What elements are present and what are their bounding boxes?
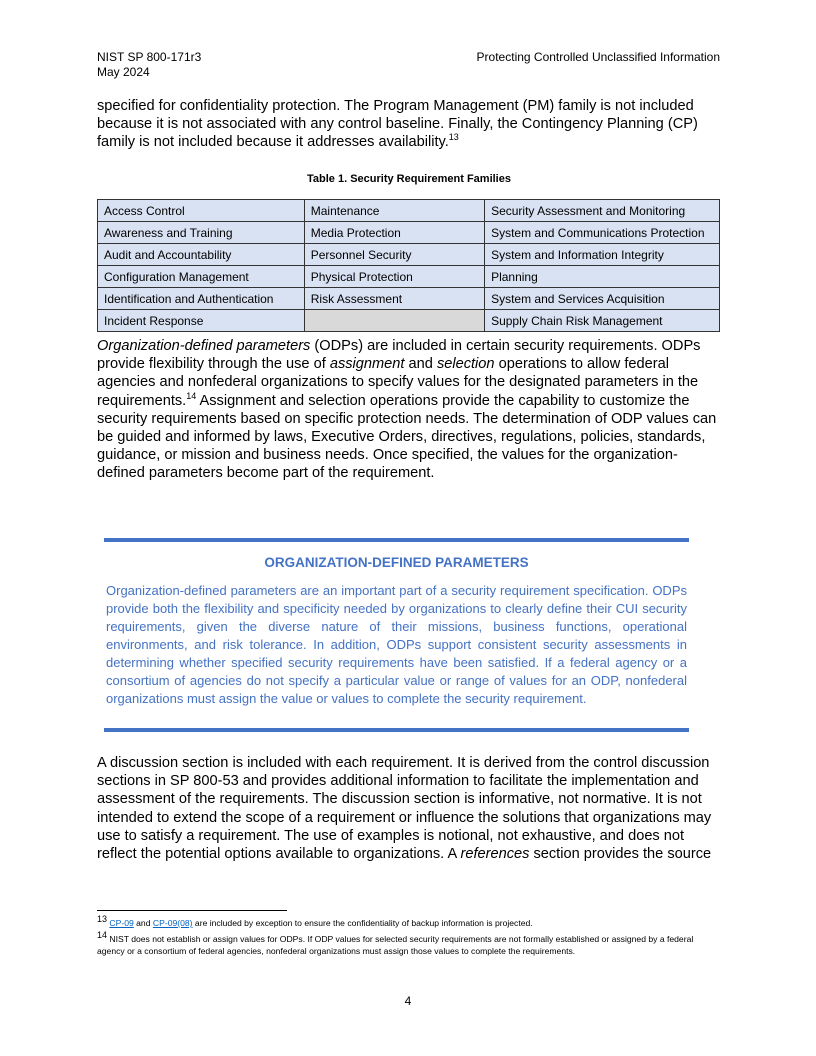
footnote-number: 14	[97, 930, 108, 941]
table-row	[98, 266, 720, 288]
page-number: 4	[404, 994, 412, 1008]
paragraph-discussion	[97, 754, 721, 863]
doc-id: NIST SP 800-171r3	[97, 50, 202, 64]
callout-top-rule	[104, 538, 689, 542]
table-cell: Supply Chain Risk Management	[485, 310, 720, 332]
table-cell: Security Assessment and Monitoring	[485, 200, 720, 222]
table-cell: Awareness and Training	[98, 222, 305, 244]
paragraph-intro-text: specified for confidentiality protection. The Program Management (PM) family is not included because it is not associated with any control baseline. Finally, the Contingency Planning (CP) family is not included because it addresses availability.	[97, 98, 698, 151]
term-assignment: assignment	[329, 356, 405, 373]
paragraph-odps-text-d: Assignment and selection operations provide the capability to customize the security requirements based on specific protection needs. The determination of ODP values can be guided and informed by laws, Executive Orders, directives, regulations, policies, standards, guidance, or mission and business needs. Once specified, the values for the organization-defined parameters become part of the requirement.	[97, 392, 717, 482]
running-header-title: Protecting Controlled Unclassified Information	[476, 50, 720, 64]
term-odp: Organization-defined parameters	[97, 338, 311, 354]
paragraph-odps-text-a: (ODPs) are included in certain security requirements. ODPs provide flexibility through the use of	[97, 338, 701, 373]
paragraph-discussion-text-b: section provides the source	[529, 846, 712, 863]
footnote-13	[97, 914, 721, 929]
table-caption: Table 1. Security Requirement Families	[307, 173, 511, 185]
term-references: references	[460, 846, 530, 863]
table-cell: System and Communications Protection	[485, 222, 720, 244]
table-row	[98, 244, 720, 266]
callout-body: Organization-defined parameters are an important part of a security requirement specification. ODPs provide both the flexibility and specificity needed by organizations to clearly define their CUI security requirements, given the diverse nature of their missions, business functions, operational environments, and risk tolerance. In addition, ODPs support consistent security assessments in determining whether specified security requirements have been satisfied. If a federal agency or a consortium of agencies do not specify a particular value or range of values for an ODP, nonfederal organizations must assign the value or values to complete the security requirement.	[106, 583, 687, 706]
table-row	[98, 310, 720, 332]
table-cell: Identification and Authentication	[98, 288, 305, 310]
table-cell-empty	[304, 310, 484, 332]
term-selection: selection	[436, 356, 495, 373]
table-cell: Media Protection	[304, 222, 484, 244]
running-header-left	[97, 50, 201, 80]
paragraph-odps-text-b: and	[404, 356, 437, 373]
paragraph-intro	[97, 97, 721, 152]
security-families-table	[97, 199, 720, 332]
table-cell: Incident Response	[98, 310, 305, 332]
table-cell: Access Control	[98, 200, 305, 222]
table-cell: Maintenance	[304, 200, 484, 222]
table-cell: Audit and Accountability	[98, 244, 305, 266]
footnote-text: and	[133, 918, 153, 928]
table-cell: Personnel Security	[304, 244, 484, 266]
paragraph-odps-text-c: operations to allow federal agencies and nonfederal organizations to specify values for the designated parameters in the requirements.	[97, 356, 699, 409]
paragraph-discussion-text-a: A discussion section is included with each requirement. It is derived from the control discussion sections in SP 800-53 and provides additional information to facilitate the implementation and assessment of the requirements. The discussion section is informative, not normative. It is not intended to extend the scope of a requirement or influence the solutions that organizations may use to satisfy a requirement. The use of examples is notional, not exhaustive, and does not reflect the potential options available to organizations. A	[97, 755, 712, 863]
table-cell: Planning	[485, 266, 720, 288]
doc-date: May 2024	[97, 65, 150, 79]
table-cell: Risk Assessment	[304, 288, 484, 310]
table-cell: System and Information Integrity	[485, 244, 720, 266]
table-cell: Physical Protection	[304, 266, 484, 288]
table-row	[98, 288, 720, 310]
callout-title: ORGANIZATION-DEFINED PARAMETERS	[264, 555, 529, 570]
footnote-text: NIST does not establish or assign values for ODPs. If ODP values for selected security requirements are not formally established or assigned by a federal agency or a consortium of federal agencies, nonfederal organizations must assign those values to complete the requirements.	[97, 934, 694, 956]
footnote-14	[97, 930, 721, 957]
footnote-separator	[97, 910, 287, 911]
callout-bottom-rule	[104, 728, 689, 732]
table-cell: Configuration Management	[98, 266, 305, 288]
odp-callout-box	[104, 538, 689, 732]
footnote-text: are included by exception to ensure the confidentiality of backup information is projected.	[192, 918, 533, 928]
footnote-ref-13[interactable]: 13	[448, 132, 459, 143]
table-row	[98, 222, 720, 244]
footnote-number: 13	[97, 914, 108, 925]
table-row	[98, 200, 720, 222]
table-cell: System and Services Acquisition	[485, 288, 720, 310]
footnote-ref-14[interactable]: 14	[186, 390, 197, 401]
paragraph-odps	[97, 337, 721, 483]
link-cp-09[interactable]: CP-09	[109, 918, 134, 928]
link-cp-09-08[interactable]: CP-09(08)	[152, 918, 193, 928]
